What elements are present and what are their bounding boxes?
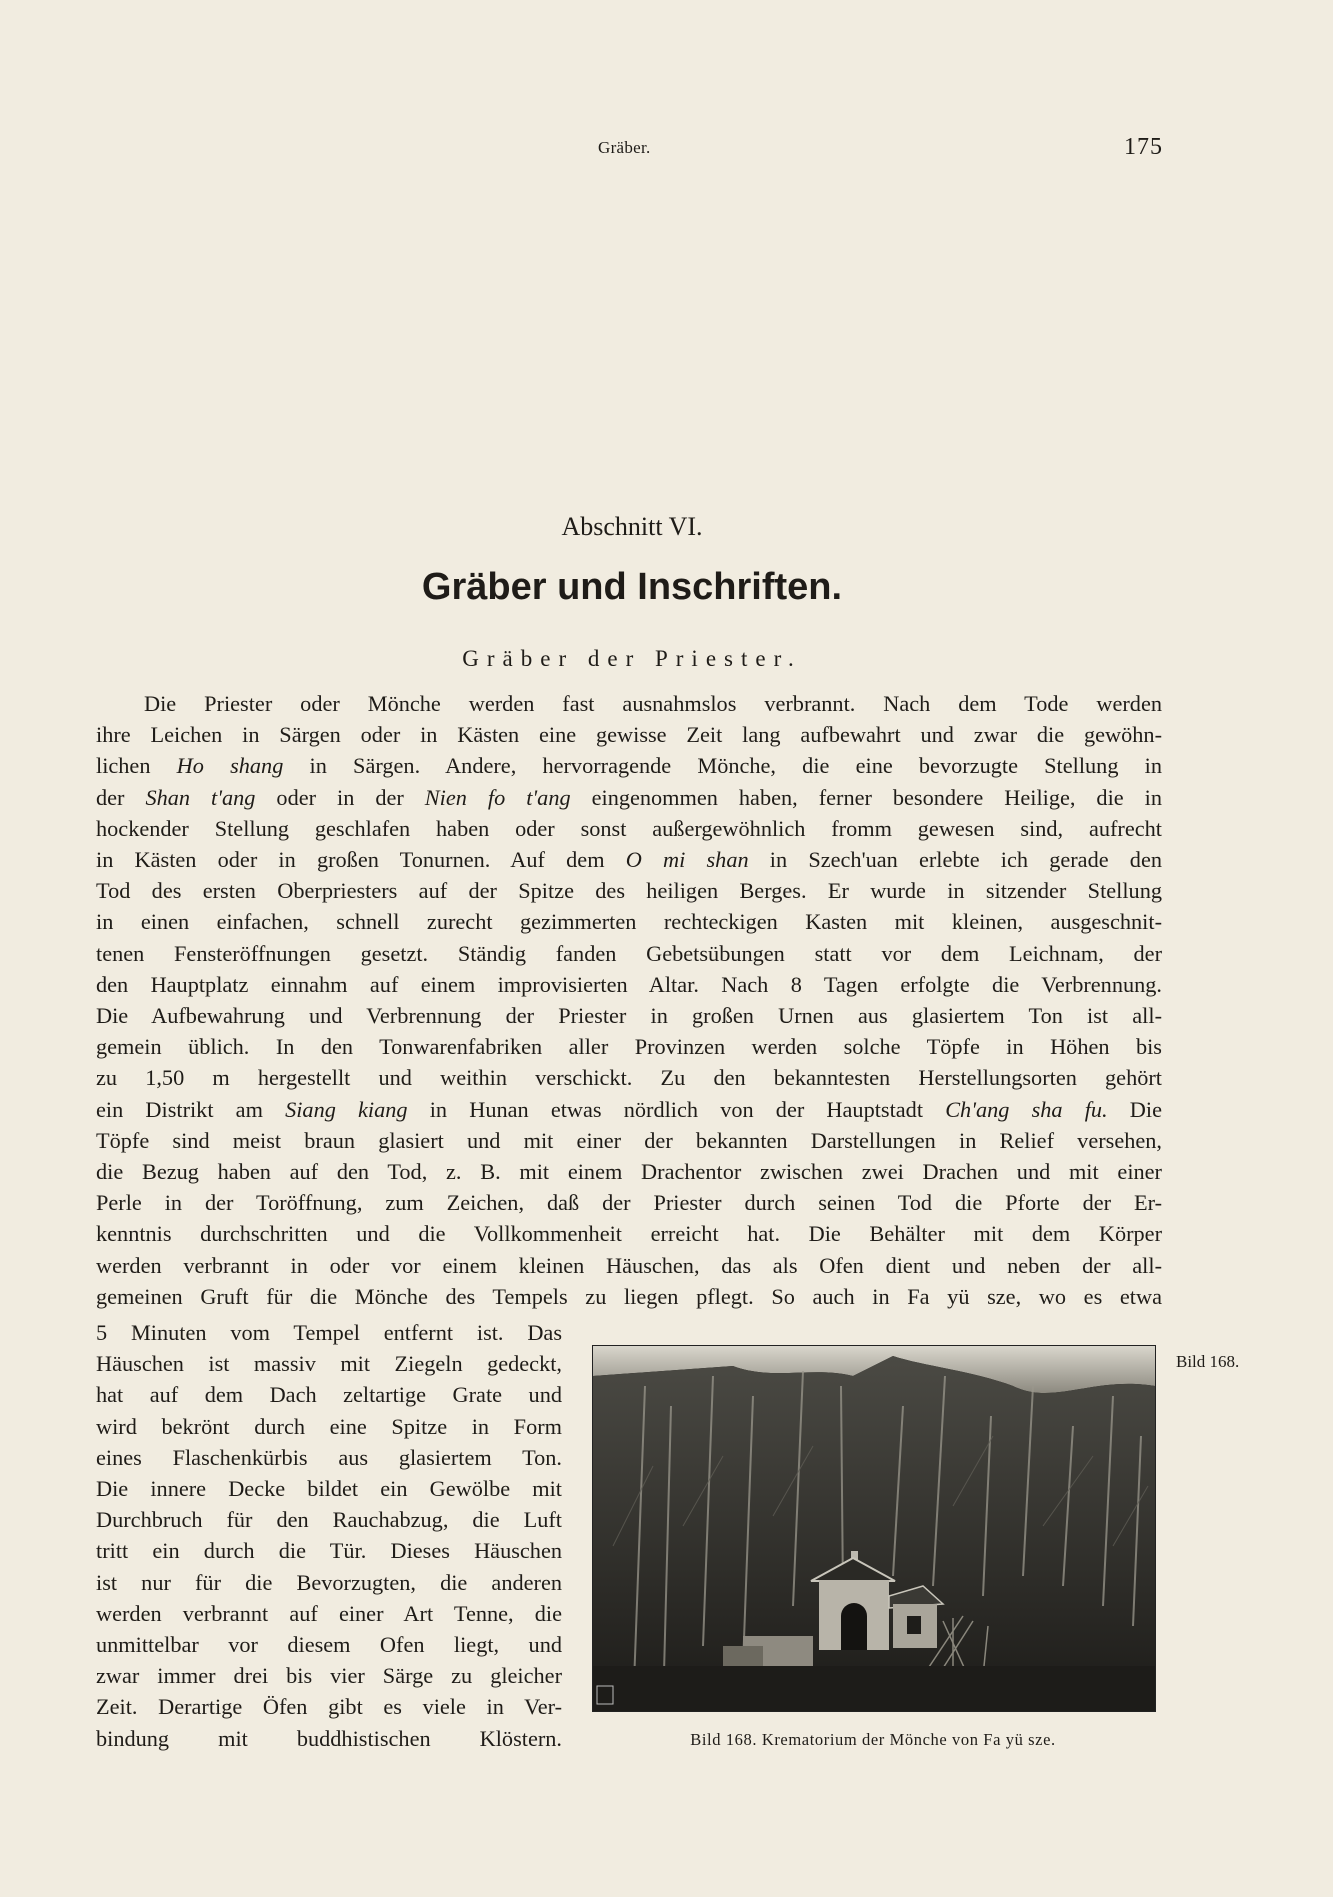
crematorium-photo-illustration bbox=[593, 1346, 1155, 1711]
text-segment: zu 1,50 m hergestellt und weithin verschickt. Zu den bekanntesten Herstellungsorten gehört bbox=[96, 1065, 1162, 1091]
text-line bbox=[96, 1250, 1162, 1281]
italic-term: Nien fo t'ang bbox=[424, 784, 571, 810]
text-segment: in einen einfachen, schnell zurecht gezimmerten rechteckigen Kasten mit kleinen, ausgeschnit- bbox=[96, 909, 1162, 935]
text-line: zwar immer drei bis vier Särge zu gleicher bbox=[96, 1663, 562, 1689]
text-segment: werden verbrannt in oder vor einem kleinen Häuschen, das als Ofen dient und neben der all- bbox=[96, 1252, 1162, 1278]
page-number: 175 bbox=[1124, 134, 1163, 160]
text-segment: lichen bbox=[96, 753, 177, 779]
text-line: unmittelbar vor diesem Ofen liegt, und bbox=[96, 1632, 562, 1658]
text-line bbox=[96, 1031, 1162, 1062]
text-segment: hockender Stellung geschlafen haben oder sonst außergewöhnlich fromm gewesen sind, aufrecht bbox=[96, 815, 1162, 841]
text-segment: kenntnis durchschritten und die Vollkommenheit erreicht hat. Die Behälter mit dem Körper bbox=[96, 1221, 1162, 1247]
text-line: ist nur für die Bevorzugten, die anderen bbox=[96, 1569, 562, 1595]
text-line: 5 Minuten vom Tempel entfernt ist. Das bbox=[96, 1320, 562, 1345]
text-line bbox=[96, 938, 1162, 969]
body-text-full-width bbox=[96, 688, 1162, 1312]
text-line bbox=[96, 1281, 1162, 1312]
text-segment: Die bbox=[1107, 1096, 1162, 1122]
text-line: wird bekrönt durch eine Spitze in Form bbox=[96, 1413, 562, 1439]
text-line: tritt ein durch die Tür. Dieses Häuschen bbox=[96, 1538, 562, 1564]
text-line bbox=[96, 875, 1162, 906]
text-line: Durchbruch für den Rauchabzug, die Luft bbox=[96, 1507, 562, 1533]
text-line: bindung mit buddhistischen Klöstern. bbox=[96, 1725, 562, 1751]
text-line: eines Flaschenkürbis aus glasiertem Ton. bbox=[96, 1444, 562, 1470]
text-line: Häuschen ist massiv mit Ziegeln gedeckt, bbox=[96, 1351, 562, 1377]
text-segment: in Szech'uan erlebte ich gerade den bbox=[748, 847, 1163, 873]
text-line bbox=[96, 750, 1162, 781]
text-segment: Die Aufbewahrung und Verbrennung der Priester in großen Urnen aus glasiertem Ton ist all- bbox=[96, 1003, 1162, 1029]
text-segment: oder in der bbox=[255, 784, 425, 810]
figure-reference-label: Bild 168. bbox=[1176, 1352, 1240, 1371]
text-line bbox=[96, 969, 1162, 1000]
italic-term: Siang kiang bbox=[285, 1096, 408, 1122]
italic-term: O mi shan bbox=[625, 847, 749, 873]
italic-term: Ho shang bbox=[176, 753, 284, 779]
text-line bbox=[96, 782, 1162, 813]
text-segment: Perle in der Toröffnung, zum Zeichen, daß der Priester durch seinen Tod die Pforte der Er- bbox=[96, 1190, 1162, 1216]
text-line bbox=[96, 719, 1162, 750]
section-label: Abschnitt VI. bbox=[561, 512, 703, 541]
text-segment: eingenommen haben, ferner besondere Heilige, die in bbox=[570, 784, 1162, 810]
text-line: hat auf dem Dach zeltartige Grate und bbox=[96, 1382, 562, 1408]
text-segment: der bbox=[96, 784, 146, 810]
text-line: Die innere Decke bildet ein Gewölbe mit bbox=[96, 1476, 562, 1502]
text-segment: Die Priester oder Mönche werden fast ausnahmslos verbrannt. Nach dem Tode werden bbox=[144, 691, 1162, 716]
section-subtitle: Gräber der Priester. bbox=[462, 646, 802, 671]
body-text-column bbox=[96, 1317, 562, 1754]
text-segment: gemein üblich. In den Tonwarenfabriken aller Provinzen werden solche Töpfe in Höhen bis bbox=[96, 1034, 1162, 1060]
text-line bbox=[96, 1125, 1162, 1156]
text-line: werden verbrannt auf einer Art Tenne, die bbox=[96, 1600, 562, 1626]
text-line bbox=[96, 1156, 1162, 1187]
text-segment: tenen Fensteröffnungen gesetzt. Ständig fanden Gebetsübungen statt vor dem Leichnam, der bbox=[96, 940, 1162, 966]
text-line bbox=[96, 1000, 1162, 1031]
text-line bbox=[96, 1062, 1162, 1093]
text-segment: Töpfe sind meist braun glasiert und mit einer der bekannten Darstellungen in Relief versehen, bbox=[96, 1127, 1162, 1153]
text-segment: in Hunan etwas nördlich von der Hauptstadt bbox=[407, 1096, 946, 1122]
text-line bbox=[96, 813, 1162, 844]
text-segment: in Särgen. Andere, hervorragende Mönche, die eine bevorzugte Stellung in bbox=[283, 753, 1162, 779]
text-segment: gemeinen Gruft für die Mönche des Tempels zu liegen pflegt. So auch in Fa yü sze, wo es etwa bbox=[96, 1283, 1162, 1309]
text-segment: ein Distrikt am bbox=[96, 1096, 286, 1122]
text-line bbox=[96, 1187, 1162, 1218]
text-line bbox=[96, 1094, 1162, 1125]
text-segment: die Bezug haben auf den Tod, z. B. mit einem Drachentor zwischen zwei Drachen und mit einer bbox=[96, 1159, 1162, 1185]
text-line bbox=[96, 906, 1162, 937]
text-line bbox=[96, 1218, 1162, 1249]
italic-term: Ch'ang sha fu. bbox=[945, 1096, 1108, 1122]
figure-caption: Bild 168. Krematorium der Mönche von Fa yü sze. bbox=[690, 1730, 1056, 1749]
text-segment: den Hauptplatz einnahm auf einem improvisierten Altar. Nach 8 Tagen erfolgte die Verbrennung. bbox=[96, 971, 1162, 997]
italic-term: Shan t'ang bbox=[145, 784, 256, 810]
text-line: Zeit. Derartige Öfen gibt es viele in Ver- bbox=[96, 1694, 562, 1720]
text-segment: in Kästen oder in großen Tonurnen. Auf dem bbox=[96, 847, 626, 873]
text-line bbox=[96, 688, 1162, 719]
text-segment: ihre Leichen in Särgen oder in Kästen eine gewisse Zeit lang aufbewahrt und zwar die gewöhn- bbox=[96, 722, 1162, 748]
figure-photo-crematorium bbox=[592, 1345, 1156, 1712]
running-head: Gräber. bbox=[598, 138, 651, 157]
text-line bbox=[96, 844, 1162, 875]
chapter-title: Gräber und Inschriften. bbox=[421, 566, 843, 608]
text-segment: Tod des ersten Oberpriesters auf der Spitze des heiligen Berges. Er wurde in sitzender Stellung bbox=[96, 878, 1162, 904]
